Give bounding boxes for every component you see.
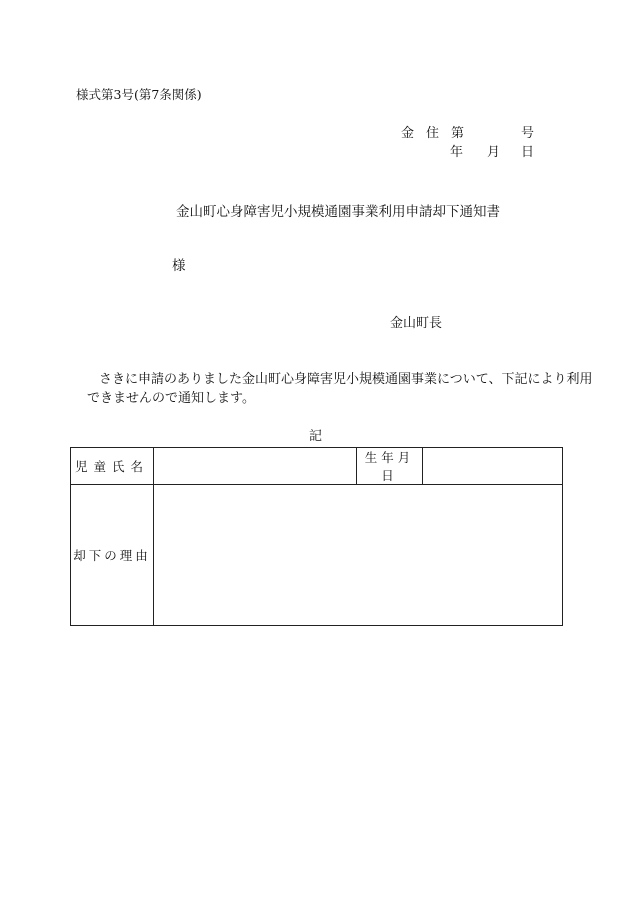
reason-label: 却下の理由 bbox=[71, 485, 154, 626]
birthdate-field[interactable] bbox=[423, 448, 563, 485]
table-row bbox=[71, 485, 563, 626]
child-name-label: 児童氏名 bbox=[71, 448, 154, 485]
document-title: 金山町心身障害児小規模通園事業利用申請却下通知書 bbox=[176, 204, 500, 220]
form-number: 様式第3号(第7条関係) bbox=[76, 87, 202, 102]
child-name-field[interactable] bbox=[154, 448, 357, 485]
table-row bbox=[71, 448, 563, 485]
body-text-line-2: できませんので通知します。 bbox=[87, 391, 255, 406]
doc-number-dai: 第 bbox=[451, 126, 465, 141]
doc-number-middle: 住 bbox=[426, 126, 440, 141]
doc-number-go: 号 bbox=[521, 126, 535, 141]
date-month: 月 bbox=[487, 145, 501, 160]
date-day: 日 bbox=[521, 145, 535, 160]
body-text-line-1: さきに申請のありました金山町心身障害児小規模通園事業について、下記により利用 bbox=[99, 372, 593, 387]
issuer-name: 金山町長 bbox=[390, 316, 443, 331]
reason-field[interactable] bbox=[154, 485, 563, 626]
doc-number-prefix: 金 bbox=[401, 126, 415, 141]
birthdate-label: 生年月日 bbox=[357, 448, 423, 485]
recipient-suffix: 様 bbox=[172, 258, 186, 274]
ki-heading: 記 bbox=[309, 429, 323, 444]
date-year: 年 bbox=[450, 145, 464, 160]
details-table bbox=[70, 447, 563, 626]
